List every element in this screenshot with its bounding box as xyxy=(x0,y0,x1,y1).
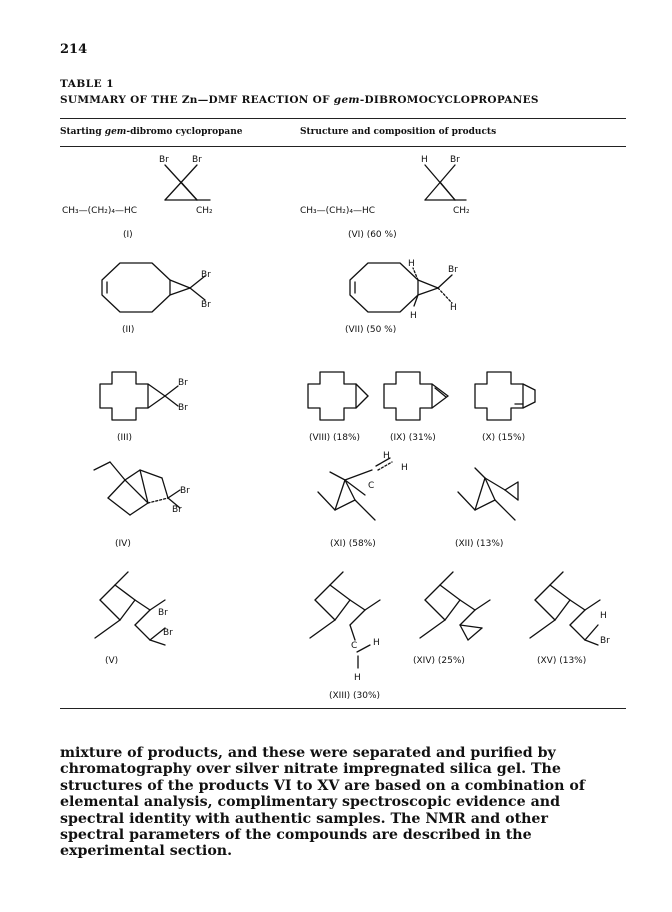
structure-XV xyxy=(530,572,600,645)
structure-IV xyxy=(94,462,180,515)
structure-XII xyxy=(458,468,518,520)
label-XI: (XI) (58%) xyxy=(330,539,376,549)
I-sub1: Br xyxy=(159,155,169,165)
VII-sub1: H xyxy=(408,259,415,269)
structure-VII xyxy=(350,263,452,312)
VI-chain: CH₃—(CH₂)₄—HC xyxy=(300,206,376,216)
structure-VI xyxy=(425,165,466,200)
body-text xyxy=(60,745,615,860)
structure-IX xyxy=(384,372,448,420)
structure-III xyxy=(100,372,178,420)
structure-V xyxy=(95,572,165,645)
label-XIII: (XIII) (30%) xyxy=(329,691,381,701)
VI-sub1: H xyxy=(421,155,428,165)
structure-X xyxy=(475,372,535,420)
structure-XIV xyxy=(420,572,490,640)
I-ch2: CH₂ xyxy=(196,206,213,216)
label-XV: (XV) (13%) xyxy=(537,656,587,666)
label-II: (II) xyxy=(122,325,135,335)
VII-sub2: Br xyxy=(448,265,458,275)
XIII-sub1: C xyxy=(351,641,358,651)
label-XIV: (XIV) (25%) xyxy=(413,656,465,666)
label-XII: (XII) (13%) xyxy=(455,539,504,549)
column-header-products: Structure and composition of products xyxy=(300,127,497,137)
label-X: (X) (15%) xyxy=(482,433,526,443)
page-number: 214 xyxy=(60,42,88,57)
column-header-starting: Starting gem-dibromo cyclopropane xyxy=(60,127,243,137)
II-sub2: Br xyxy=(201,300,211,310)
VI-ch2: CH₂ xyxy=(453,206,470,216)
XI-sub1: H xyxy=(383,451,390,461)
structure-XI xyxy=(318,458,392,520)
XV-sub1: H xyxy=(600,611,607,621)
I-sub2: Br xyxy=(192,155,202,165)
table-bottom-rule xyxy=(60,708,626,709)
label-VIII: (VIII) (18%) xyxy=(309,433,361,443)
label-V: (V) xyxy=(105,656,119,666)
IV-sub2: Br xyxy=(172,505,182,515)
table-label: TABLE 1 xyxy=(60,78,115,90)
label-IX: (IX) (31%) xyxy=(390,433,436,443)
XIII-sub2: H xyxy=(373,638,380,648)
VII-sub4: H xyxy=(410,311,417,321)
structure-XIII xyxy=(310,572,380,668)
V-sub1: Br xyxy=(158,608,168,618)
III-sub2: Br xyxy=(178,403,188,413)
VII-sub3: H xyxy=(450,303,457,313)
XIII-sub3: H xyxy=(354,673,361,683)
VI-sub2: Br xyxy=(450,155,460,165)
label-I: (I) xyxy=(123,230,133,240)
XI-sub3: C xyxy=(368,481,375,491)
structure-VIII xyxy=(308,372,368,420)
XV-sub2: Br xyxy=(600,636,610,646)
label-III: (III) xyxy=(117,433,132,443)
structure-I xyxy=(165,165,210,200)
label-IV: (IV) xyxy=(115,539,131,549)
table-title: SUMMARY OF THE Zn—DMF REACTION OF gem-DIBROMOCYCLOPROPANES xyxy=(60,94,539,106)
IV-sub1: Br xyxy=(180,486,190,496)
V-sub2: Br xyxy=(163,628,173,638)
II-sub1: Br xyxy=(201,270,211,280)
label-VI: (VI) (60 %) xyxy=(348,230,397,240)
XI-sub2: H xyxy=(401,463,408,473)
body-paragraph: mixture of products, and these were separated and purified by chromatography over silver nitrate impregnated silica gel. The structures of the products VI to XV are based on a combination of elemental analysis, complimentary spectroscopic evidence and spectral identity with authentic samples. The NMR and other spectral parameters of the compounds are described in the experimental section. xyxy=(60,745,585,860)
I-chain: CH₃—(CH₂)₄—HC xyxy=(62,206,138,216)
III-sub1: Br xyxy=(178,378,188,388)
label-VII: (VII) (50 %) xyxy=(345,325,397,335)
structure-II xyxy=(102,263,205,312)
